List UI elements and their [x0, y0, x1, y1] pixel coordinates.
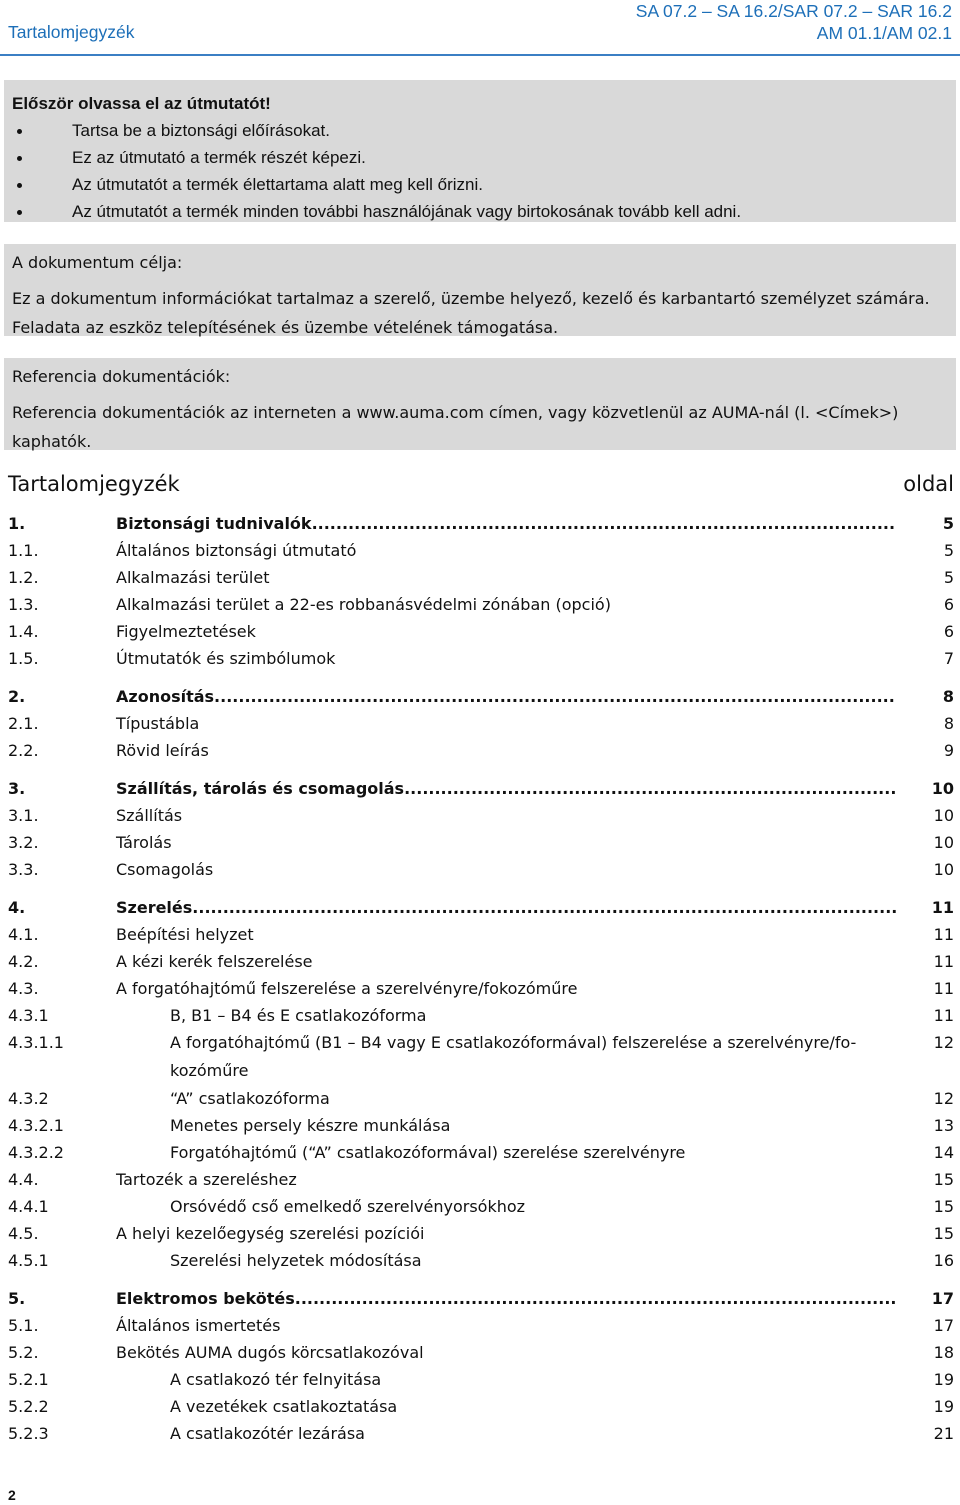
toc-page: 19: [933, 1370, 954, 1389]
toc-number: 5.1.: [8, 1316, 39, 1335]
toc-number: 2.1.: [8, 714, 39, 733]
toc-page: 15: [933, 1224, 954, 1243]
toc-entry-title: Általános ismertetés: [116, 1316, 281, 1335]
toc-entry-row[interactable]: [8, 645, 954, 672]
toc-entry-row[interactable]: [8, 948, 954, 975]
toc-number: 2.: [8, 687, 26, 706]
toc-number: 4.2.: [8, 952, 39, 971]
toc-number: 1.5.: [8, 649, 39, 668]
toc-page-column-label: oldal: [903, 472, 954, 496]
toc-number: 4.1.: [8, 925, 39, 944]
toc-chapter-row[interactable]: [8, 510, 954, 537]
toc-entry-title: Biztonsági tudnivalók: [116, 514, 312, 533]
toc-leader-dots: [312, 510, 896, 537]
toc-page: 8: [943, 714, 954, 733]
toc-page: 16: [933, 1251, 954, 1270]
toc-page: 9: [943, 741, 954, 760]
purpose-body: Ez a dokumentum információkat tartalmaz a szerelő, üzembe helyező, kezelő és karbantartó személyzet számára. Feladata az eszköz telepítésének és üzembe vételének támogatása.: [12, 289, 930, 337]
toc-page: 14: [933, 1143, 954, 1162]
toc-page: 11: [933, 952, 954, 971]
toc-entry-title: A helyi kezelőegység szerelési pozíciói: [116, 1224, 425, 1243]
toc-number: 5.2.: [8, 1343, 39, 1362]
toc-entry-title: A vezetékek csatlakoztatása: [170, 1397, 398, 1416]
notice-bullet: Tartsa be a biztonsági előírásokat.: [12, 117, 948, 144]
toc-entry-title: Menetes persely készre munkálása: [170, 1116, 451, 1135]
toc-entry-row[interactable]: [8, 1166, 954, 1193]
toc-page: 10: [933, 860, 954, 879]
toc-page: 5: [943, 568, 954, 587]
toc-page: 19: [933, 1397, 954, 1416]
toc-number: 4.3.2.1: [8, 1116, 64, 1135]
header-product-line-2: AM 01.1/AM 02.1: [816, 23, 952, 43]
toc-page: 7: [943, 649, 954, 668]
toc-entry-title: Bekötés AUMA dugós körcsatlakozóval: [116, 1343, 424, 1362]
toc-entry-title: Azonosítás: [116, 687, 215, 706]
toc-number: 3.3.: [8, 860, 39, 879]
toc-number: 4.5.1: [8, 1251, 49, 1270]
toc-number: 1.: [8, 514, 26, 533]
toc-chapter-row[interactable]: [8, 894, 954, 921]
toc-page: 18: [933, 1343, 954, 1362]
toc-entry-title: Típustábla: [116, 714, 200, 733]
references-body: Referencia dokumentációk az interneten a www.auma.com címen, vagy közvetlenül az AUMA-nál (l. <Címek>) kaphatók.: [12, 403, 899, 451]
toc-entry-title: Figyelmeztetések: [116, 622, 256, 641]
toc-entry-title: Szállítás, tárolás és csomagolás: [116, 779, 405, 798]
toc-number: 2.2.: [8, 741, 39, 760]
toc-page: 15: [933, 1197, 954, 1216]
toc-entry-row[interactable]: [8, 975, 954, 1002]
toc-entry-title: Útmutatók és szimbólumok: [116, 649, 336, 668]
toc-number: 4.3.2: [8, 1089, 49, 1108]
toc-entry-row[interactable]: [8, 856, 954, 883]
page-number: 2: [8, 1487, 16, 1503]
notice-box: [4, 80, 956, 222]
toc-page: 10: [933, 806, 954, 825]
toc-entry-title: Tartozék a szereléshez: [116, 1170, 297, 1189]
toc-entry-row[interactable]: [8, 829, 954, 856]
toc-number: 4.5.: [8, 1224, 39, 1243]
references-box: [4, 358, 956, 450]
toc-entry-title: Alkalmazási terület: [116, 568, 270, 587]
toc-entry-row[interactable]: [8, 1220, 954, 1247]
toc-page: 12: [933, 1089, 954, 1108]
header-section-title: Tartalomjegyzék: [8, 22, 135, 42]
toc-title: Tartalomjegyzék: [8, 472, 180, 496]
toc-entry-title: Forgatóhajtómű (“A” csatlakozóformával) szerelése szerelvényre: [170, 1143, 686, 1162]
toc-page: 21: [933, 1424, 954, 1443]
toc-entry-row[interactable]: [8, 1339, 954, 1366]
toc-page: 11: [933, 979, 954, 998]
toc-number: 3.1.: [8, 806, 39, 825]
toc-entry-row[interactable]: [8, 1112, 954, 1139]
toc-number: 4.3.: [8, 979, 39, 998]
toc-number: 4.4.: [8, 1170, 39, 1189]
toc-entry-row[interactable]: [8, 1029, 954, 1085]
header-product-codes: [636, 0, 952, 44]
toc-entry-row[interactable]: [8, 1002, 954, 1029]
toc-entry-title: Rövid leírás: [116, 741, 209, 760]
toc-entry-title: Elektromos bekötés: [116, 1289, 295, 1308]
notice-heading: Először olvassa el az útmutatót!: [12, 94, 271, 113]
toc-page: 6: [943, 595, 954, 614]
toc-entry-title: Szállítás: [116, 806, 183, 825]
toc-page: 6: [943, 622, 954, 641]
toc-entry-title: Csomagolás: [116, 860, 214, 879]
header-product-line-1: SA 07.2 – SA 16.2/SAR 07.2 – SAR 16.2: [635, 1, 952, 21]
toc-entry-row[interactable]: [8, 1420, 954, 1447]
toc-page: 12: [933, 1033, 954, 1052]
toc-entry-row[interactable]: [8, 1247, 954, 1274]
toc-page: 11: [933, 925, 954, 944]
toc-number: 3.: [8, 779, 26, 798]
toc-number: 1.1.: [8, 541, 39, 560]
toc-page: 10: [933, 833, 954, 852]
toc-entry-row[interactable]: [8, 1085, 954, 1112]
toc-page: 5: [942, 514, 954, 533]
toc-entry-row[interactable]: [8, 737, 954, 764]
toc-entry-title: A csatlakozótér lezárása: [170, 1424, 365, 1443]
toc-page: 17: [933, 1316, 954, 1335]
toc-entry-title: A forgatóhajtómű (B1 – B4 vagy E csatlakozóformával) felszerelése a szerelvényre/fo- kozóműre: [170, 1033, 857, 1080]
toc-entry-row[interactable]: [8, 564, 954, 591]
toc-entry-row[interactable]: [8, 921, 954, 948]
toc-chapter-row[interactable]: [8, 683, 954, 710]
toc-number: 4.4.1: [8, 1197, 49, 1216]
toc-entry-title: A forgatóhajtómű felszerelése a szerelvényre/fokozóműre: [116, 979, 578, 998]
toc-chapter-row[interactable]: [8, 1285, 954, 1312]
toc-entry-row[interactable]: [8, 710, 954, 737]
toc-entry-title: Általános biztonsági útmutató: [116, 541, 357, 560]
toc-entry-row[interactable]: [8, 618, 954, 645]
toc-entry-title: Szerelési helyzetek módosítása: [170, 1251, 422, 1270]
purpose-title: A dokumentum célja:: [12, 253, 183, 272]
toc-entry-row[interactable]: [8, 1193, 954, 1220]
references-title: Referencia dokumentációk:: [12, 367, 231, 386]
toc-entry-title: Alkalmazási terület a 22-es robbanásvédelmi zónában (opció): [116, 595, 611, 614]
toc-entry-row[interactable]: [8, 1139, 954, 1166]
toc-leader-dots: [214, 683, 896, 710]
toc-number: 4.3.1: [8, 1006, 49, 1025]
notice-bullet: Az útmutatót a termék minden további használójának vagy birtokosának tovább kell adni.: [12, 198, 948, 225]
toc-entry-row[interactable]: [8, 1312, 954, 1339]
toc-number: 5.2.1: [8, 1370, 49, 1389]
toc-entry-row[interactable]: [8, 591, 954, 618]
notice-bullet: Ez az útmutató a termék részét képezi.: [12, 144, 948, 171]
toc-leader-dots: [295, 1285, 896, 1312]
toc-page: 17: [931, 1289, 954, 1308]
purpose-box: [4, 244, 956, 336]
toc-entry-title: A kézi kerék felszerelése: [116, 952, 313, 971]
toc-number: 4.3.1.1: [8, 1033, 64, 1052]
toc-leader-dots: [192, 894, 896, 921]
toc-page: 11: [933, 1006, 954, 1025]
toc-page: 15: [933, 1170, 954, 1189]
toc-entry-row[interactable]: [8, 802, 954, 829]
toc-entry-title: B, B1 – B4 és E csatlakozóforma: [170, 1006, 427, 1025]
toc-number: 3.2.: [8, 833, 39, 852]
toc-page: 10: [931, 779, 954, 798]
toc-entry-row[interactable]: [8, 1366, 954, 1393]
toc-entry-row[interactable]: [8, 537, 954, 564]
toc-number: 5.2.2: [8, 1397, 49, 1416]
toc-page: 13: [933, 1116, 954, 1135]
toc-page: 8: [942, 687, 954, 706]
toc-list: [8, 510, 954, 1447]
toc-entry-title: Orsóvédő cső emelkedő szerelvényorsókhoz: [170, 1197, 526, 1216]
toc-chapter-row[interactable]: [8, 775, 954, 802]
toc-number: 4.: [8, 898, 26, 917]
toc-number: 1.4.: [8, 622, 39, 641]
toc-number: 1.2.: [8, 568, 39, 587]
toc-entry-title: Tárolás: [116, 833, 172, 852]
toc-page: 11: [931, 898, 954, 917]
notice-bullet: Az útmutatót a termék élettartama alatt meg kell őrizni.: [12, 171, 948, 198]
notice-list: [12, 117, 948, 225]
toc-number: 5.2.3: [8, 1424, 49, 1443]
toc-entry-title: Szerelés: [116, 898, 193, 917]
toc-entry-row[interactable]: [8, 1393, 954, 1420]
toc-entry-title: A csatlakozó tér felnyitása: [170, 1370, 382, 1389]
toc-entry-title: Beépítési helyzet: [116, 925, 254, 944]
toc-number: 5.: [8, 1289, 26, 1308]
toc-number: 1.3.: [8, 595, 39, 614]
toc-page: 5: [943, 541, 954, 560]
toc-leader-dots: [404, 775, 896, 802]
toc-number: 4.3.2.2: [8, 1143, 64, 1162]
toc-entry-title: “A” csatlakozóforma: [170, 1089, 330, 1108]
header-divider: [0, 54, 960, 56]
